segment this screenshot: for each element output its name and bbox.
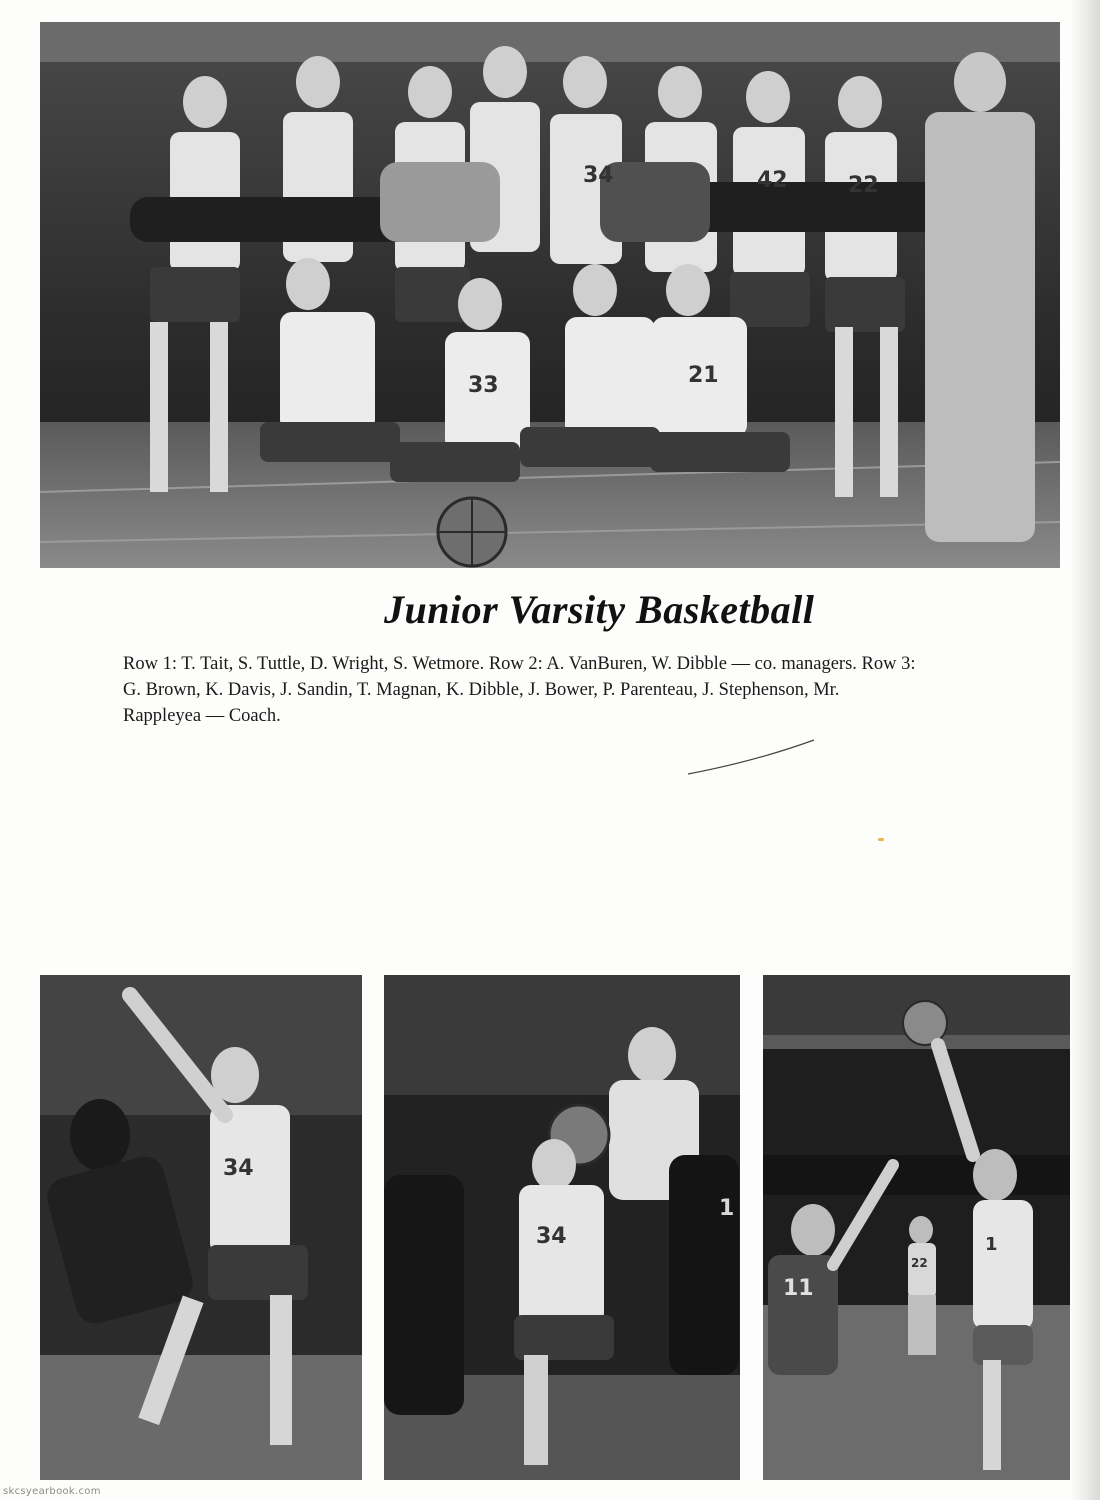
site-watermark: skcsyearbook.com <box>3 1486 101 1497</box>
pen-stroke-mark <box>680 736 820 780</box>
page-title: Junior Varsity Basketball <box>384 587 815 632</box>
paper-speck <box>878 838 884 841</box>
team-jersey-number: 42 <box>757 168 788 193</box>
caption-line: G. Brown, K. Davis, J. Sandin, T. Magnan, K. Dibble, J. Bower, P. Parenteau, J. Stephenson, Mr. <box>123 680 840 700</box>
action-3-jersey-number: 1 <box>985 1234 998 1255</box>
action-2-jersey-number: 1 <box>719 1196 735 1221</box>
action-photo-1 <box>40 975 362 1480</box>
action-3-jersey-number: 22 <box>911 1256 928 1270</box>
action-3-jersey-number: 11 <box>783 1276 814 1301</box>
team-jersey-number: 33 <box>468 373 499 398</box>
team-photo-art <box>40 22 1060 568</box>
page-edge-shadow <box>1070 0 1100 1500</box>
photo-caption <box>123 651 1068 729</box>
caption-line: Row 1: T. Tait, S. Tuttle, D. Wright, S. Wetmore. Row 2: A. VanBuren, W. Dibble — co. managers. Row 3: <box>123 654 916 674</box>
team-photo <box>40 22 1060 568</box>
team-jersey-number: 34 <box>583 163 614 188</box>
action-2-jersey-number: 34 <box>536 1224 567 1249</box>
caption-line: Rappleyea — Coach. <box>123 706 281 726</box>
action-photo-2-art <box>384 975 740 1480</box>
team-jersey-number: 22 <box>848 173 879 198</box>
action-photo-3 <box>763 975 1073 1480</box>
team-jersey-number: 21 <box>688 363 719 388</box>
action-photo-1-art <box>40 975 362 1480</box>
action-1-jersey-number: 34 <box>223 1156 254 1181</box>
action-photo-2 <box>384 975 740 1480</box>
action-photo-3-art <box>763 975 1073 1480</box>
